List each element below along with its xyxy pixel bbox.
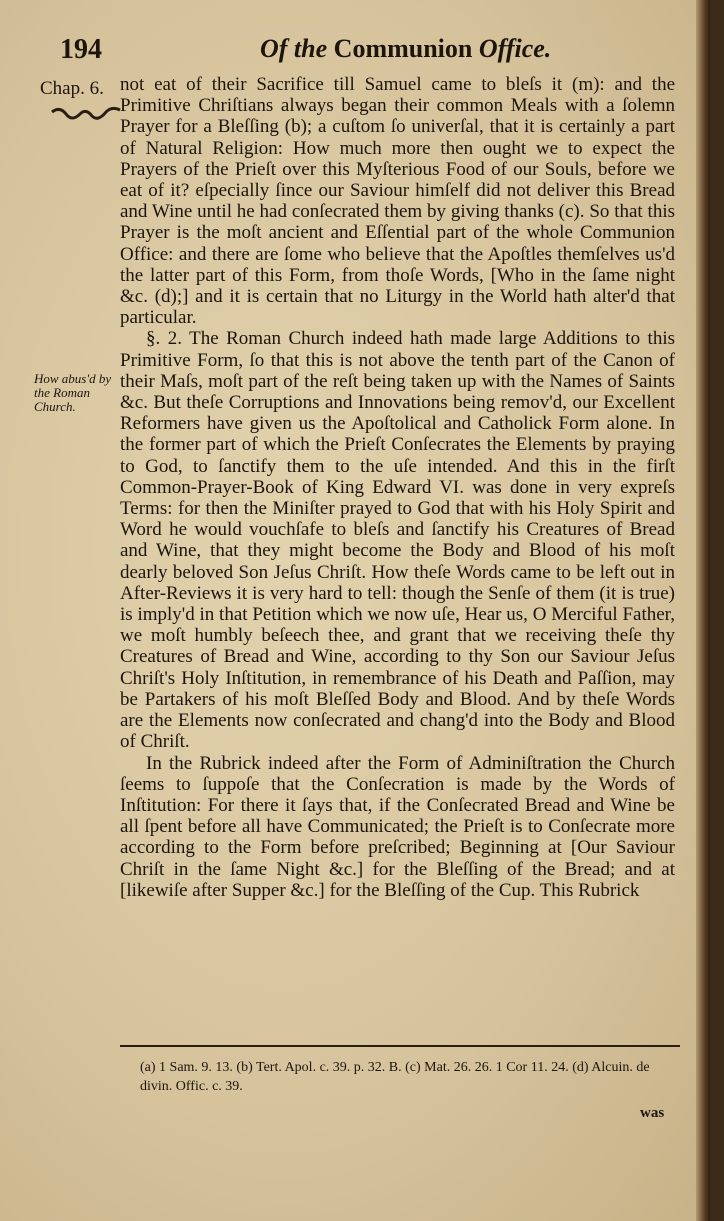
running-title-italic-2: Office. (478, 34, 552, 63)
running-title-italic: Of the (260, 34, 328, 63)
footnotes: (a) 1 Sam. 9. 13. (b) Tert. Apol. c. 39. p. 32. B. (c) Mat. 26. 26. 1 Cor 11. 24. (d) Alcuin. de divin. Offic. c. 39. (140, 1060, 650, 1094)
running-title (260, 34, 551, 64)
paragraph-1: not eat of their Sacrifice till Samuel came to bleſs it (m): and the Primitive Chriſtians always began their common Meals with a ſolemn Prayer for a Bleſſing (b); a cuſtom ſo univerſal, that it is certainly a part of Natural Religion: How much more then ought we to expect the Prayers of the Prieſt over this Myſterious Food of our Souls, before we eat of it? eſpecially ſince our Saviour himſelf did not deliver this Bread and Wine until he had conſecrated them by giving thanks (c). So that this Prayer is the moſt ancient and Eſſential part of the whole Communion Office: and there are ſome who believe that the Apoſtles themſelves us'd the latter part of this Form, from thoſe Words, [Who in the ſame night &c. (d);] and it is certain that no Liturgy in the World hath alter'd that particular. (120, 74, 675, 329)
catchword: was (640, 1105, 665, 1121)
paragraph-2: §. 2. The Roman Church indeed hath made large Additions to this Primitive Form, ſo that this is not above the tenth part of the Canon of their Maſs, moſt part of the reſt being taken up with the Names of Saints &c. But theſe Corruptions and Innovations being remov'd, our Excellent Reformers have given us the Apoſtolical and Catholick Form alone. In the former part of which the Prieſt Conſecrates the Elements by praying to God, to ſanctify them to the uſe intended. And this in the firſt Common-Prayer-Book of King Edward VI. was done in very expreſs Terms: for then the Miniſter prayed to God that with his Holy Spirit and Word he would vouchſafe to bleſs and ſanctify his Creatures of Bread and Wine, that they might become the Body and Blood of his moſt dearly beloved Son Jeſus Chriſt. How theſe Words came to be left out in After-Reviews it is very hard to tell: though the Senſe of them (it is true) is imply'd in that Petition which we now uſe, Hear us, O Merciful Father, we moſt humbly beſeech thee, and grant that we receiving theſe thy Creatures of Bread and Wine, according to thy Son our Saviour Jeſus Chriſt's Holy Inſtitution, in remembrance of his Death and Paſſion, may be Partakers of his moſt Bleſſed Body and Blood. And by theſe Words are the Elements now conſecrated and chang'd into the Body and Blood of Chriſt. (120, 328, 675, 753)
paragraph-3: In the Rubrick indeed after the Form of Adminiſtration the Church ſeems to ſuppoſe that the Conſecration is made by the Words of Inſtitution: For there it ſays that, if the Conſecrated Bread and Wine be all ſpent before all have Communicated; the Prieſt is to Conſecrate more according to the Form before preſcribed; Beginning at [Our Saviour Chriſt in the ſame Night &c.] for the Bleſſing of the Bread; and at [likewiſe after Supper &c.] for the Bleſſing of the Cup. This Rubrick (120, 752, 675, 901)
chapter-label: Chap. 6. (40, 78, 104, 99)
page-edge (696, 0, 710, 1221)
footnote-rule (120, 1045, 680, 1047)
flourish-ornament (50, 104, 122, 124)
main-text (120, 74, 675, 901)
running-title-main: Communion (327, 34, 479, 63)
page-number: 194 (60, 34, 102, 65)
running-header (50, 34, 670, 74)
margin-note: How abus'd by the Roman Church. (34, 371, 112, 414)
